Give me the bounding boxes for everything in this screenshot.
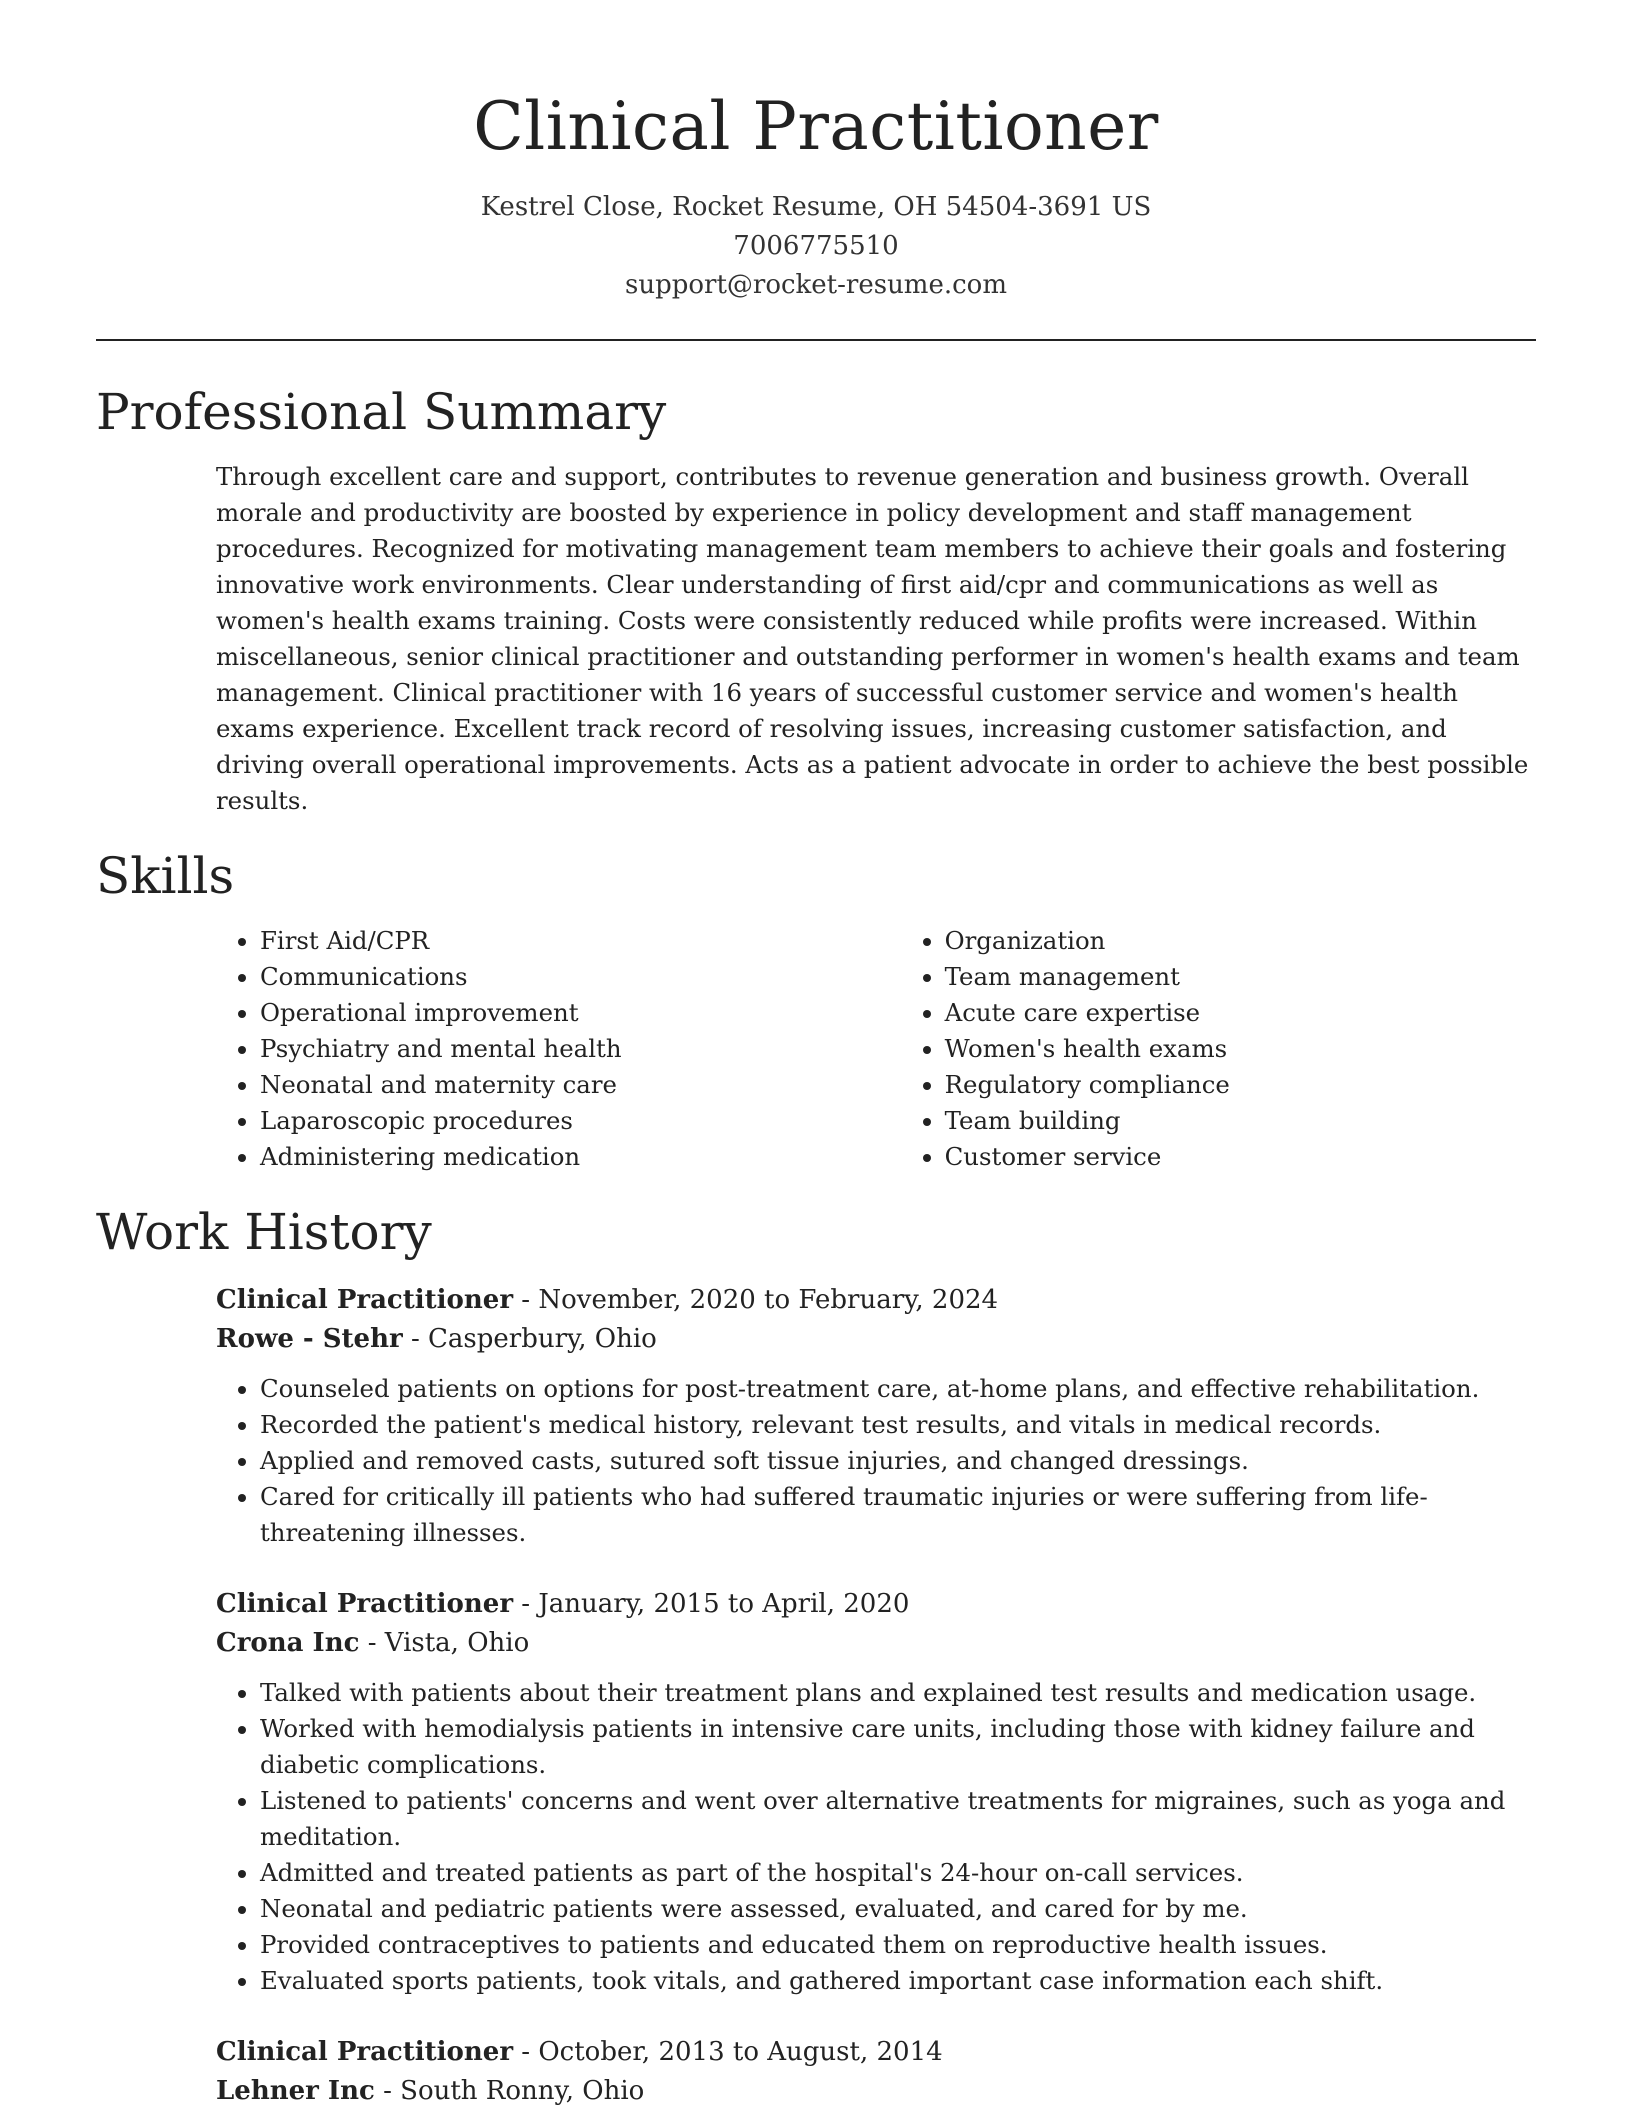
job-company: Lehner Inc bbox=[216, 2076, 375, 2106]
header-divider bbox=[96, 339, 1536, 341]
job-title-line bbox=[216, 2033, 1536, 2072]
job-entry bbox=[216, 1281, 1536, 1551]
job-dates: - November, 2020 to February, 2024 bbox=[513, 1285, 999, 1315]
address: Kestrel Close, Rocket Resume, OH 54504-3691 US bbox=[480, 192, 1152, 222]
job-duties bbox=[216, 1675, 1536, 1999]
skill-item: • Communications bbox=[260, 959, 901, 995]
resume-header bbox=[96, 0, 1536, 305]
job-duty: • Recorded the patient's medical history, relevant test results, and vitals in medical records. bbox=[260, 1407, 1536, 1443]
skill-item: • First Aid/CPR bbox=[260, 923, 901, 959]
section-title-work: Work History bbox=[96, 1203, 432, 1261]
skill-item: • Psychiatry and mental health bbox=[260, 1031, 901, 1067]
job-company-line bbox=[216, 1624, 1536, 1663]
job-role: Clinical Practitioner bbox=[216, 2037, 514, 2067]
job-duty: • Counseled patients on options for post-treatment care, at-home plans, and effective rehabilitation. bbox=[260, 1371, 1536, 1407]
skill-item: • Regulatory compliance bbox=[945, 1067, 1536, 1103]
skill-item: • Neonatal and maternity care bbox=[260, 1067, 901, 1103]
job-duty: • Talked with patients about their treatment plans and explained test results and medication usage. bbox=[260, 1675, 1536, 1711]
job-duty: • Provided contraceptives to patients and educated them on reproductive health issues. bbox=[260, 1927, 1536, 1963]
skill-item: • Acute care expertise bbox=[945, 995, 1536, 1031]
summary-text: Through excellent care and support, contributes to revenue generation and business growth. Overall morale and productivity are boosted by experience in policy development and staff management procedures. Recognized for motivating management team members to achieve their goals and fostering innovative work environments. Clear understanding of first aid/cpr and communications as well as women's health exams training. Costs were consistently reduced while profits were increased. Within miscellaneous, senior clinical practitioner and outstanding performer in women's health exams and team management. Clinical practitioner with 16 years of successful customer service and women's health exams experience. Excellent track record of resolving issues, increasing customer satisfaction, and driving overall operational improvements. Acts as a patient advocate in order to achieve the best possible results. bbox=[216, 462, 1529, 815]
resume-page bbox=[96, 0, 1536, 2111]
email: support@rocket-resume.com bbox=[624, 270, 1007, 300]
job-dates: - January, 2015 to April, 2020 bbox=[513, 1589, 910, 1619]
job-location: - Vista, Ohio bbox=[359, 1628, 530, 1658]
skill-item: • Laparoscopic procedures bbox=[260, 1103, 901, 1139]
job-duty: • Applied and removed casts, sutured soft tissue injuries, and changed dressings. bbox=[260, 1443, 1536, 1479]
job-company-line bbox=[216, 2072, 1536, 2111]
job-company: Rowe - Stehr bbox=[216, 1324, 403, 1354]
job-entry bbox=[216, 2033, 1536, 2111]
job-location: - Casperbury, Ohio bbox=[402, 1324, 657, 1354]
job-role: Clinical Practitioner bbox=[216, 1285, 514, 1315]
skill-item: • Women's health exams bbox=[945, 1031, 1536, 1067]
phone: 7006775510 bbox=[733, 231, 899, 261]
skill-item: • Administering medication bbox=[260, 1139, 901, 1175]
contact-block bbox=[96, 188, 1536, 305]
section-title-skills: Skills bbox=[96, 847, 235, 905]
skill-item: • Team building bbox=[945, 1103, 1536, 1139]
job-duty: • Neonatal and pediatric patients were assessed, evaluated, and cared for by me. bbox=[260, 1891, 1536, 1927]
job-company: Crona Inc bbox=[216, 1628, 360, 1658]
job-company-line bbox=[216, 1320, 1536, 1359]
job-title-line bbox=[216, 1585, 1536, 1624]
job-duties bbox=[216, 1371, 1536, 1551]
skills-column-1 bbox=[216, 923, 901, 1175]
job-duty: • Evaluated sports patients, took vitals, and gathered important case information each shift. bbox=[260, 1963, 1536, 1999]
section-title-summary: Professional Summary bbox=[96, 383, 667, 441]
job-duty: • Cared for critically ill patients who had suffered traumatic injuries or were suffering from life-threatening illnesses. bbox=[260, 1479, 1536, 1551]
job-dates: - October, 2013 to August, 2014 bbox=[513, 2037, 943, 2067]
job-duty: • Admitted and treated patients as part of the hospital's 24-hour on-call services. bbox=[260, 1855, 1536, 1891]
skill-item: • Operational improvement bbox=[260, 995, 901, 1031]
skill-item: • Organization bbox=[945, 923, 1536, 959]
job-title-line bbox=[216, 1281, 1536, 1320]
skill-item: • Team management bbox=[945, 959, 1536, 995]
job-duty: • Listened to patients' concerns and went over alternative treatments for migraines, such as yoga and meditation. bbox=[260, 1783, 1536, 1855]
skills-column-2 bbox=[901, 923, 1536, 1175]
job-entry bbox=[216, 1585, 1536, 1999]
skill-item: • Customer service bbox=[945, 1139, 1536, 1175]
candidate-name: Clinical Practitioner bbox=[473, 88, 1159, 165]
job-location: - South Ronny, Ohio bbox=[374, 2076, 645, 2106]
job-duty: • Worked with hemodialysis patients in intensive care units, including those with kidney failure and diabetic complications. bbox=[260, 1711, 1536, 1783]
skills-list bbox=[216, 923, 1536, 1175]
job-role: Clinical Practitioner bbox=[216, 1589, 514, 1619]
